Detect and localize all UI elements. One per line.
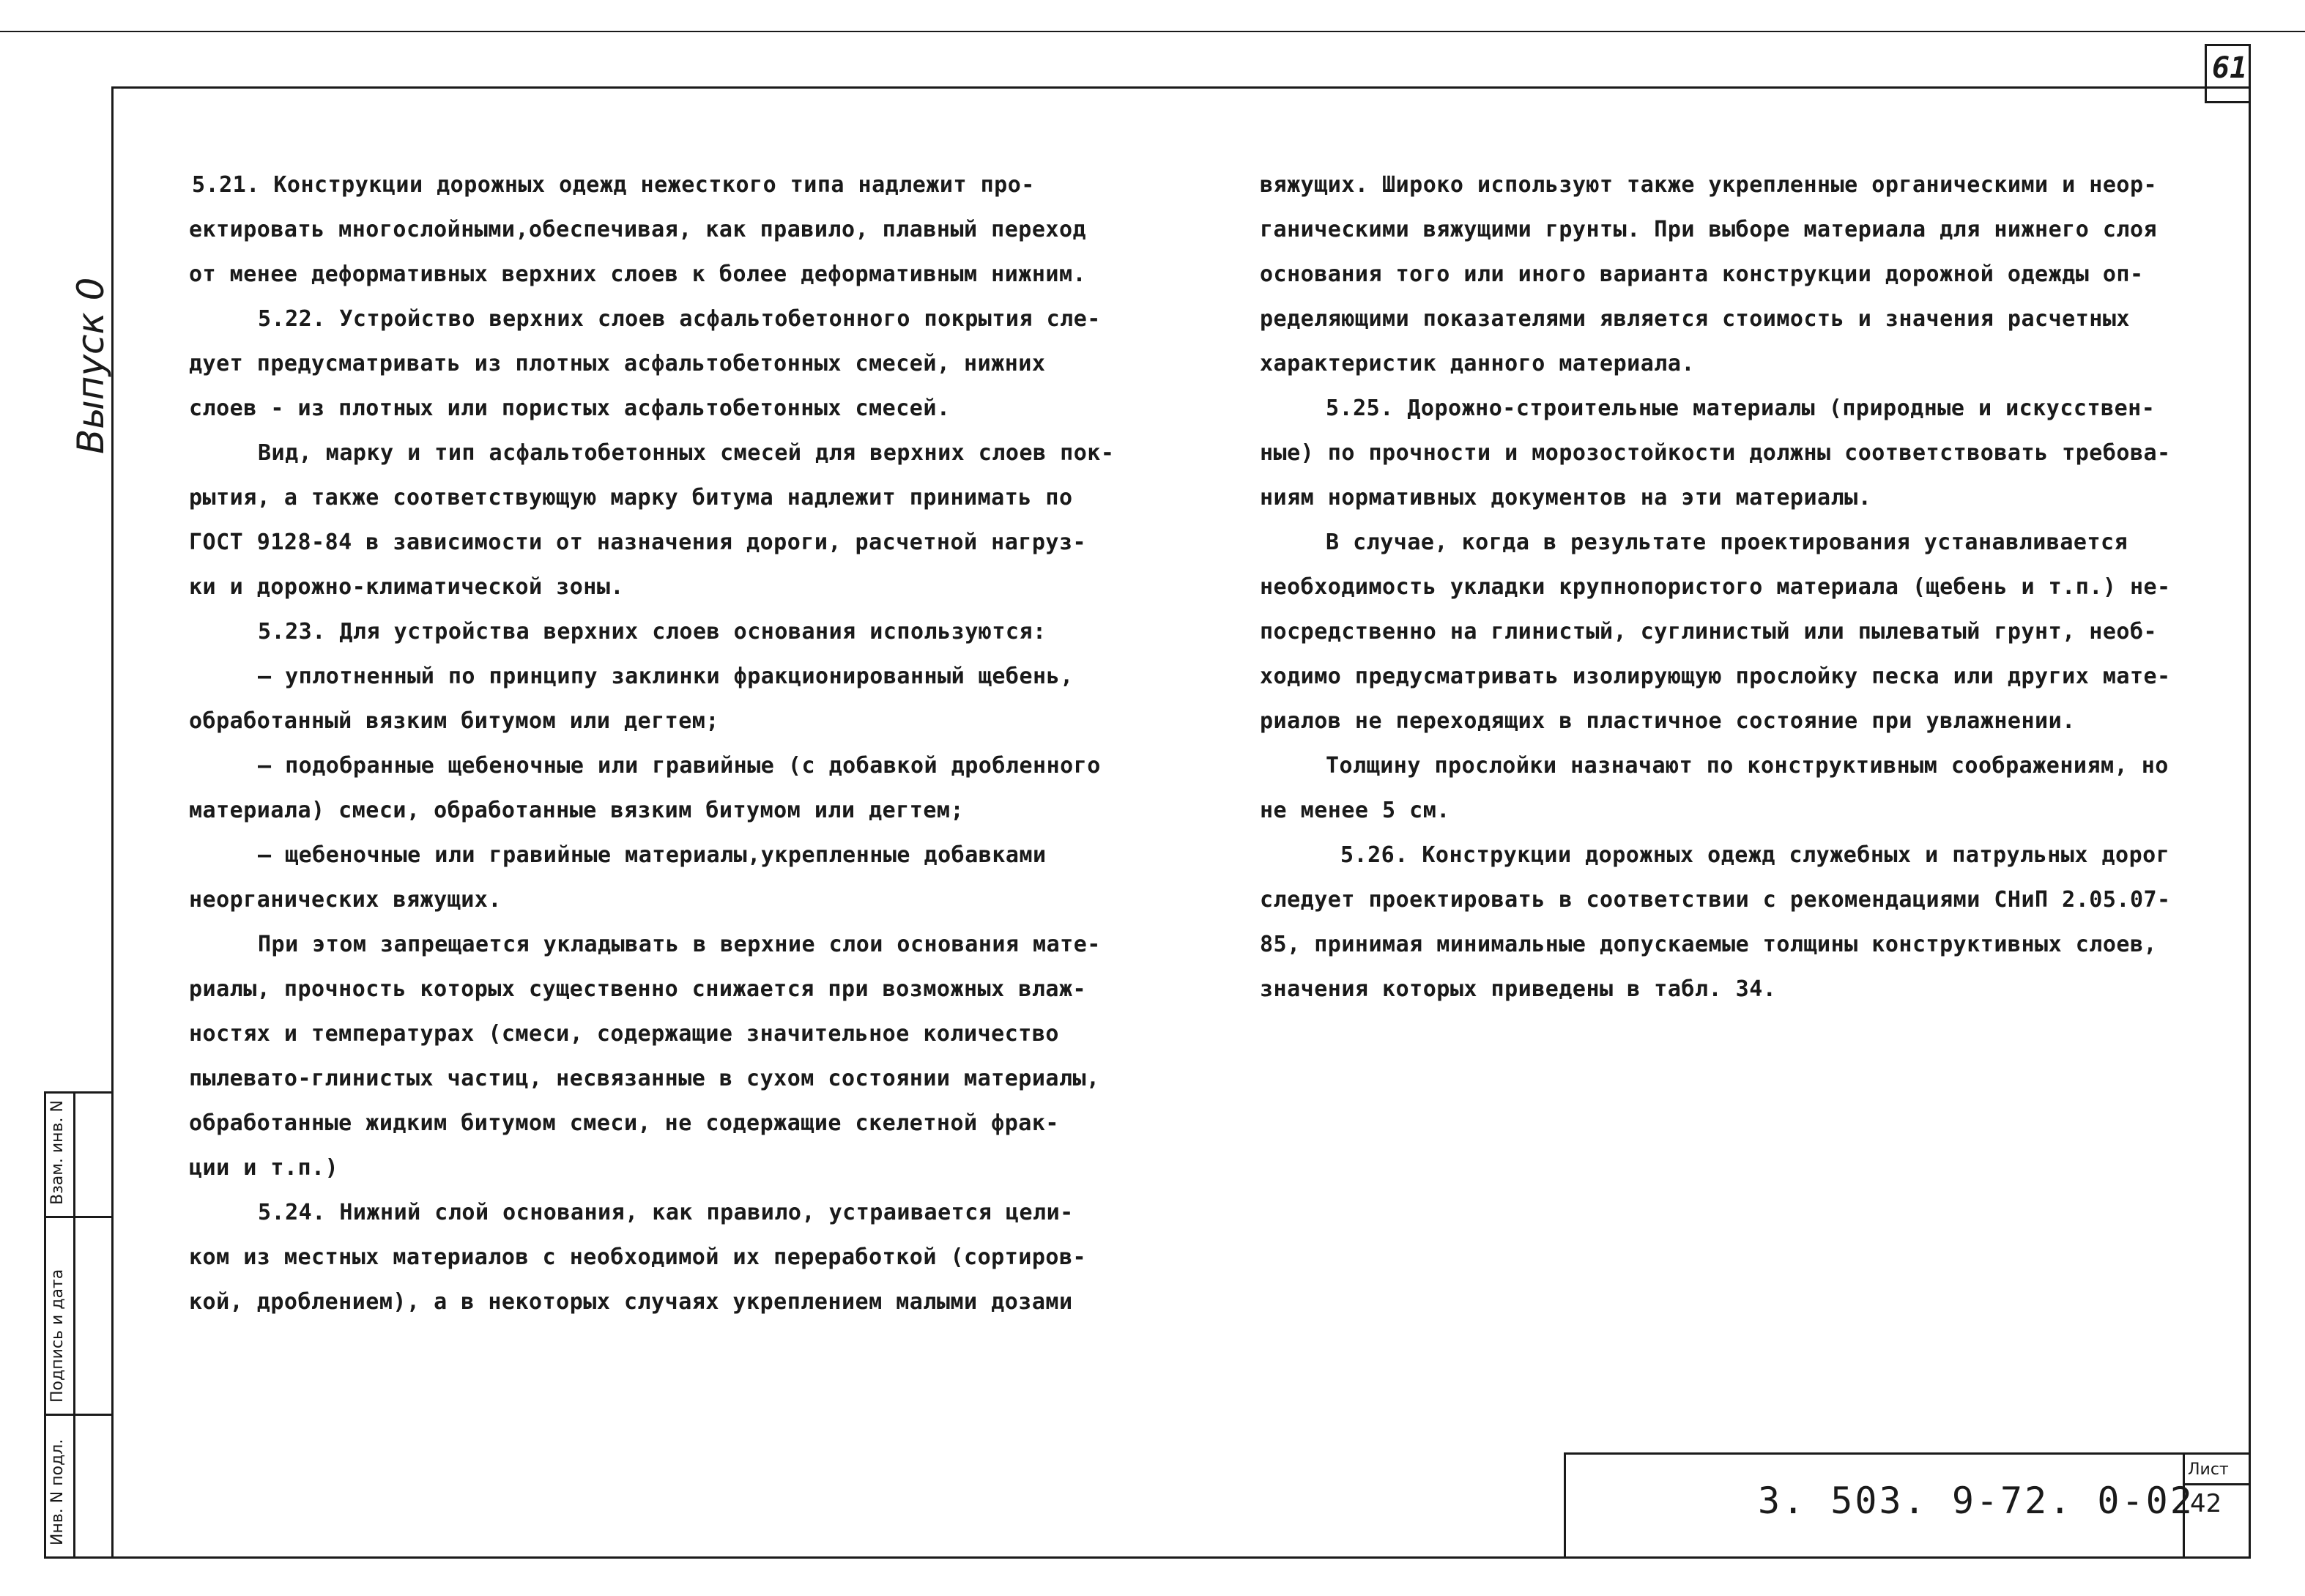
text-line: При этом запрещается укладывать в верхние слои основания мате- bbox=[258, 932, 1101, 957]
text-line: значения которых приведены в табл. 34. bbox=[1260, 976, 1777, 1002]
text-line: ганическими вяжущими грунты. При выборе материала для нижнего слоя bbox=[1260, 217, 2158, 242]
text-line: риалы, прочность которых существенно снижается при возможных влаж- bbox=[189, 976, 1087, 1002]
text-line: 5.26. Конструкции дорожных одежд служебных и патрульных дорог bbox=[1340, 842, 2170, 868]
text-line: ходимо предусматривать изолирующую прослойку песка или других мате- bbox=[1260, 664, 2171, 689]
stamp-vzam-inv: Взам. инв. N bbox=[48, 1100, 67, 1205]
frame-bottom bbox=[44, 1556, 2250, 1559]
page-number-box-top bbox=[2205, 44, 2251, 46]
stamp-podpis-data: Подпись и дата bbox=[48, 1269, 67, 1403]
text-line: ки и дорожно-климатической зоны. bbox=[189, 574, 624, 600]
text-line: 85, принимая минимальные допускаемые толщины конструктивных слоев, bbox=[1260, 932, 2158, 957]
text-line: следует проектировать в соответствии с рекомендациями СНиП 2.05.07- bbox=[1260, 887, 2171, 913]
text-line: 5.25. Дорожно-строительные материалы (природные и искусствен- bbox=[1326, 396, 2156, 421]
text-line: – подобранные щебеночные или гравийные (с добавкой дробленного bbox=[258, 753, 1101, 779]
text-line: рытия, а также соответствующую марку битума надлежит принимать по bbox=[189, 485, 1073, 511]
text-line: ниям нормативных документов на эти материалы. bbox=[1260, 485, 1872, 511]
stamp-divider-2 bbox=[44, 1414, 114, 1416]
text-line: Вид, марку и тип асфальтобетонных смесей для верхних слоев пок- bbox=[258, 440, 1115, 466]
stamp-strip-left bbox=[44, 1091, 46, 1559]
text-line: посредственно на глинистый, суглинистый или пылеватый грунт, необ- bbox=[1260, 619, 2158, 645]
text-line: ГОСТ 9128-84 в зависимости от назначения дороги, расчетной нагруз- bbox=[189, 530, 1087, 555]
text-line: Толщину прослойки назначают по конструктивным соображениям, но bbox=[1326, 753, 2169, 779]
text-line: неорганических вяжущих. bbox=[189, 887, 502, 913]
text-line: ектировать многослойными,обеспечивая, как правило, плавный переход bbox=[189, 217, 1087, 242]
page-number: 61 bbox=[2212, 51, 2248, 85]
right-text-column bbox=[1260, 163, 2183, 1012]
top-edge-line bbox=[0, 31, 2305, 32]
page-number-box-bottom bbox=[2205, 101, 2251, 103]
text-line: 5.22. Устройство верхних слоев асфальтобетонного покрытия сле- bbox=[258, 306, 1101, 332]
text-line: – уплотненный по принципу заклинки фракционированный щебень, bbox=[258, 664, 1074, 689]
text-line: основания того или иного варианта конструкции дорожной одежды оп- bbox=[1260, 261, 2144, 287]
text-line: обработанный вязким битумом или дегтем; bbox=[189, 708, 719, 734]
text-line: ределяющими показателями является стоимость и значения расчетных bbox=[1260, 306, 2130, 332]
left-text-column bbox=[189, 163, 1159, 1324]
text-line: пылевато-глинистых частиц, несвязанные в сухом состоянии материалы, bbox=[189, 1066, 1100, 1091]
text-line: слоев - из плотных или пористых асфальтобетонных смесей. bbox=[189, 396, 951, 421]
text-line: риалов не переходящих в пластичное состояние при увлажнении. bbox=[1260, 708, 2076, 734]
document-code: 3. 503. 9-72. 0-02 bbox=[1758, 1480, 2194, 1522]
text-line: вяжущих. Широко используют также укрепленные органическими и неор- bbox=[1260, 172, 2158, 198]
text-line: 5.23. Для устройства верхних слоев основания используются: bbox=[258, 619, 1047, 645]
title-block-left bbox=[1564, 1452, 1566, 1559]
text-line: ностях и температурах (смеси, содержащие значительное количество bbox=[189, 1021, 1059, 1047]
text-line: ком из местных материалов с необходимой их переработкой (сортиров- bbox=[189, 1244, 1087, 1270]
text-line: кой, дроблением), а в некоторых случаях укреплением малыми дозами bbox=[189, 1289, 1073, 1315]
text-line: В случае, когда в результате проектирования устанавливается bbox=[1326, 530, 2128, 555]
text-line: не менее 5 см. bbox=[1260, 798, 1450, 823]
frame-top bbox=[111, 86, 2250, 89]
text-line: материала) смеси, обработанные вязким битумом или дегтем; bbox=[189, 798, 965, 823]
stamp-strip-top bbox=[44, 1091, 114, 1094]
text-line: от менее деформативных верхних слоев к более деформативным нижним. bbox=[189, 261, 1087, 287]
sheet-label: Лист bbox=[2188, 1460, 2229, 1479]
text-line: ные) по прочности и морозостойкости должны соответствовать требова- bbox=[1260, 440, 2171, 466]
frame-right bbox=[2249, 44, 2251, 1559]
text-line: 5.24. Нижний слой основания, как правило, устраивается цели- bbox=[258, 1200, 1074, 1225]
text-line: характеристик данного материала. bbox=[1260, 351, 1695, 376]
title-block-top bbox=[1564, 1452, 2251, 1455]
text-line: – щебеночные или гравийные материалы,укрепленные добавками bbox=[258, 842, 1047, 868]
stamp-divider-1 bbox=[44, 1216, 114, 1218]
stamp-inv-podl: Инв. N подл. bbox=[48, 1439, 67, 1545]
text-line: обработанные жидким битумом смеси, не содержащие скелетной фрак- bbox=[189, 1110, 1059, 1136]
page-number-box-left bbox=[2205, 44, 2207, 103]
text-line: необходимость укладки крупнопористого материала (щебень и т.п.) не- bbox=[1260, 574, 2171, 600]
stamp-strip-right bbox=[73, 1091, 75, 1559]
text-line: 5.21. Конструкции дорожных одежд нежесткого типа надлежит про- bbox=[192, 172, 1035, 198]
text-line: ции и т.п.) bbox=[189, 1155, 339, 1181]
text-line: дует предусматривать из плотных асфальтобетонных смесей, нижних bbox=[189, 351, 1046, 376]
series-label: Выпуск 0 bbox=[70, 277, 112, 454]
sheet-number: 42 bbox=[2190, 1489, 2222, 1518]
